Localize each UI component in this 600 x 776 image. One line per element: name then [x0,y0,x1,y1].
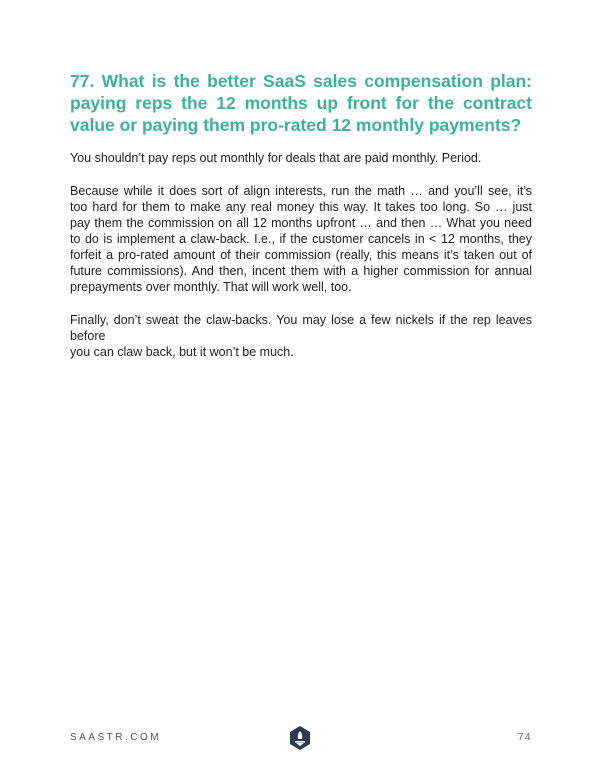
text-line: Finally, don’t sweat the claw-backs. You may lose a few nickels if the rep leaves before [70,313,532,343]
text-line: You shouldn’t pay reps out monthly for deals that are paid monthly. Period. [70,151,482,165]
saastr-logo-icon [289,726,311,750]
paragraph-1 [70,150,532,166]
paragraph-3 [70,312,532,360]
page-content [70,70,532,377]
text-line: you can claw back, but it won’t be much. [70,345,294,359]
question-title [70,70,532,136]
text-line: future commissions). And then, incent them with a higher commission for annual [70,264,532,278]
text-line: pay them the commission on all 12 months upfront … and then … What you need [70,216,532,230]
text-line: to do is implement a claw-back. I.e., if the customer cancels in < 12 months, they [70,232,532,246]
title-line: paying reps the 12 months up front for the contract [70,93,532,113]
text-line: prepayments over monthly. That will work well, too. [70,280,352,294]
footer-site: SAASTR.COM [70,732,162,743]
page-number: 74 [517,732,532,743]
text-line: Because while it does sort of align interests, run the math … and you’ll see, it’s [70,184,532,198]
paragraph-2 [70,183,532,295]
text-line: too hard for them to make any real money this way. It takes too long. So … just [70,200,532,214]
text-line: forfeit a pro-rated amount of their commission (really, this means it’s taken out of [70,248,532,262]
title-line: 77. What is the better SaaS sales compensation plan: [70,71,532,91]
title-line: value or paying them pro-rated 12 monthly payments? [70,115,522,135]
